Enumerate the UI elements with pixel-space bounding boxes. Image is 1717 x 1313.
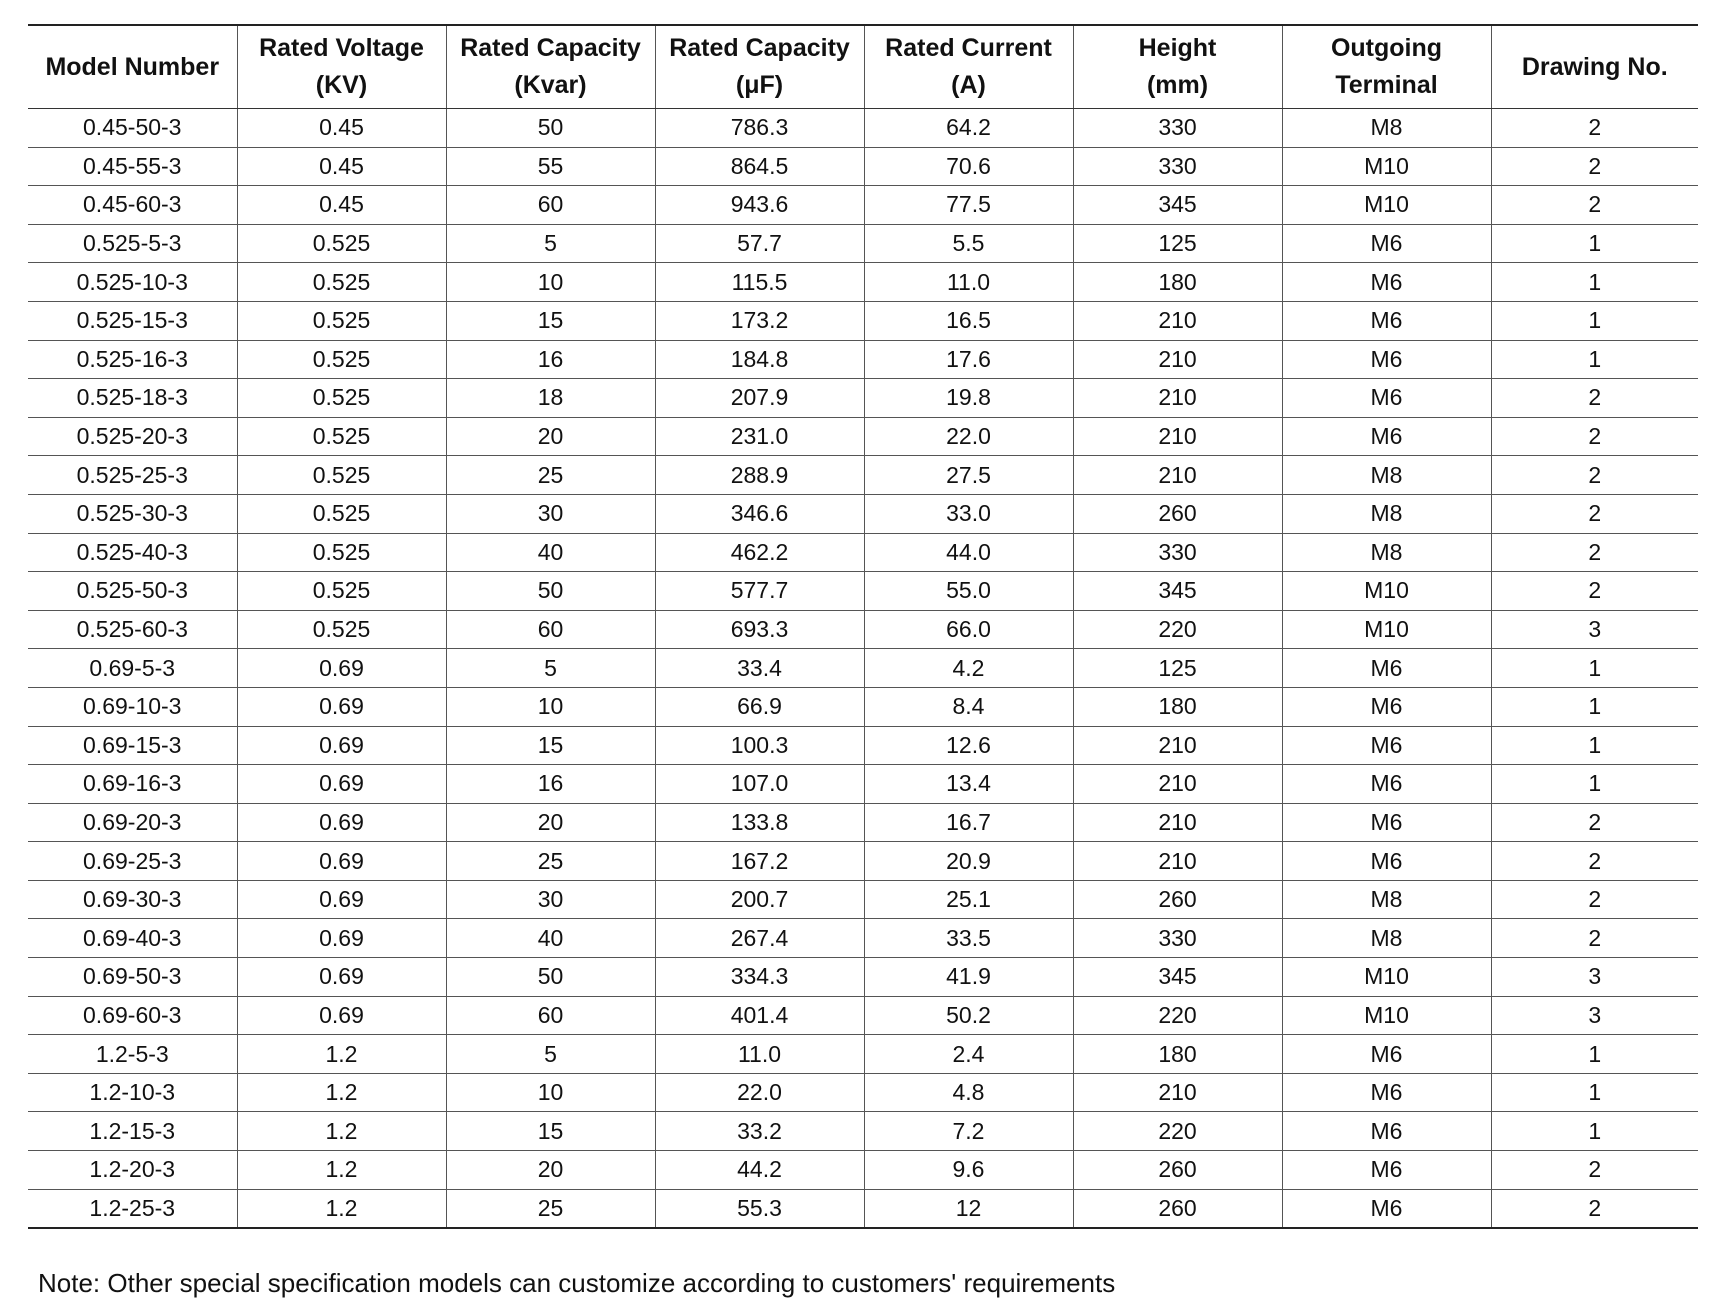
cell-rated-capacity-kvar: 30 (446, 880, 655, 919)
header-drawing-no: Drawing No. (1491, 25, 1698, 109)
cell-height: 260 (1073, 1151, 1282, 1190)
table-row (28, 1112, 1698, 1151)
header-model-number: Model Number (28, 25, 237, 109)
cell-model-number: 0.69-40-3 (28, 919, 237, 958)
cell-drawing-no: 2 (1491, 494, 1698, 533)
cell-rated-current: 50.2 (864, 996, 1073, 1035)
table-row (28, 301, 1698, 340)
cell-model-number: 0.525-20-3 (28, 417, 237, 456)
cell-rated-capacity-kvar: 10 (446, 687, 655, 726)
header-rated-capacity-kvar: Rated Capacity (Kvar) (446, 25, 655, 109)
cell-model-number: 0.45-60-3 (28, 186, 237, 225)
cell-rated-voltage: 1.2 (237, 1073, 446, 1112)
cell-rated-current: 25.1 (864, 880, 1073, 919)
header-outgoing-terminal: Outgoing Terminal (1282, 25, 1491, 109)
cell-rated-voltage: 0.525 (237, 494, 446, 533)
cell-model-number: 0.45-50-3 (28, 109, 237, 148)
cell-model-number: 0.525-40-3 (28, 533, 237, 572)
table-row (28, 186, 1698, 225)
table-row (28, 842, 1698, 881)
cell-rated-voltage: 0.525 (237, 572, 446, 611)
cell-rated-capacity-uf: 173.2 (655, 301, 864, 340)
cell-rated-voltage: 0.69 (237, 919, 446, 958)
cell-outgoing-terminal: M6 (1282, 301, 1491, 340)
cell-drawing-no: 2 (1491, 842, 1698, 881)
cell-rated-capacity-uf: 184.8 (655, 340, 864, 379)
cell-rated-capacity-kvar: 60 (446, 610, 655, 649)
cell-model-number: 0.69-60-3 (28, 996, 237, 1035)
cell-model-number: 0.525-50-3 (28, 572, 237, 611)
cell-rated-capacity-kvar: 20 (446, 803, 655, 842)
cell-height: 210 (1073, 417, 1282, 456)
cell-rated-voltage: 0.69 (237, 803, 446, 842)
table-row (28, 263, 1698, 302)
cell-height: 330 (1073, 147, 1282, 186)
cell-drawing-no: 1 (1491, 263, 1698, 302)
cell-model-number: 0.525-15-3 (28, 301, 237, 340)
cell-height: 180 (1073, 1035, 1282, 1074)
cell-drawing-no: 1 (1491, 765, 1698, 804)
table-row (28, 1151, 1698, 1190)
cell-rated-capacity-uf: 577.7 (655, 572, 864, 611)
cell-outgoing-terminal: M6 (1282, 649, 1491, 688)
cell-rated-capacity-kvar: 40 (446, 533, 655, 572)
cell-rated-current: 13.4 (864, 765, 1073, 804)
table-body (28, 109, 1698, 1229)
cell-drawing-no: 2 (1491, 456, 1698, 495)
cell-height: 345 (1073, 572, 1282, 611)
cell-rated-current: 64.2 (864, 109, 1073, 148)
cell-height: 260 (1073, 880, 1282, 919)
table-row (28, 533, 1698, 572)
cell-rated-voltage: 0.525 (237, 610, 446, 649)
header-rated-capacity-uf: Rated Capacity (μF) (655, 25, 864, 109)
cell-drawing-no: 2 (1491, 1189, 1698, 1228)
cell-height: 345 (1073, 958, 1282, 997)
cell-drawing-no: 2 (1491, 417, 1698, 456)
cell-rated-capacity-uf: 943.6 (655, 186, 864, 225)
cell-rated-voltage: 1.2 (237, 1112, 446, 1151)
cell-height: 210 (1073, 1073, 1282, 1112)
cell-height: 210 (1073, 379, 1282, 418)
cell-rated-current: 41.9 (864, 958, 1073, 997)
cell-rated-current: 20.9 (864, 842, 1073, 881)
cell-rated-capacity-uf: 200.7 (655, 880, 864, 919)
cell-outgoing-terminal: M8 (1282, 109, 1491, 148)
cell-outgoing-terminal: M6 (1282, 1151, 1491, 1190)
table-row (28, 919, 1698, 958)
cell-rated-capacity-uf: 22.0 (655, 1073, 864, 1112)
cell-height: 180 (1073, 687, 1282, 726)
cell-rated-capacity-kvar: 16 (446, 765, 655, 804)
cell-outgoing-terminal: M6 (1282, 726, 1491, 765)
cell-rated-capacity-uf: 33.4 (655, 649, 864, 688)
cell-height: 345 (1073, 186, 1282, 225)
cell-outgoing-terminal: M8 (1282, 533, 1491, 572)
cell-rated-current: 33.5 (864, 919, 1073, 958)
cell-rated-capacity-uf: 133.8 (655, 803, 864, 842)
cell-drawing-no: 2 (1491, 186, 1698, 225)
table-row (28, 765, 1698, 804)
cell-rated-capacity-uf: 100.3 (655, 726, 864, 765)
cell-drawing-no: 1 (1491, 340, 1698, 379)
cell-model-number: 0.45-55-3 (28, 147, 237, 186)
table-row (28, 687, 1698, 726)
cell-rated-voltage: 0.525 (237, 340, 446, 379)
cell-drawing-no: 2 (1491, 109, 1698, 148)
cell-outgoing-terminal: M6 (1282, 842, 1491, 881)
cell-outgoing-terminal: M10 (1282, 958, 1491, 997)
cell-rated-capacity-kvar: 18 (446, 379, 655, 418)
cell-height: 330 (1073, 109, 1282, 148)
cell-model-number: 1.2-10-3 (28, 1073, 237, 1112)
cell-rated-capacity-uf: 44.2 (655, 1151, 864, 1190)
cell-drawing-no: 1 (1491, 1112, 1698, 1151)
capacitor-spec-table (28, 24, 1698, 1229)
cell-outgoing-terminal: M10 (1282, 996, 1491, 1035)
cell-height: 210 (1073, 803, 1282, 842)
cell-rated-current: 22.0 (864, 417, 1073, 456)
table-row (28, 649, 1698, 688)
cell-outgoing-terminal: M8 (1282, 880, 1491, 919)
cell-drawing-no: 2 (1491, 919, 1698, 958)
cell-rated-current: 27.5 (864, 456, 1073, 495)
cell-rated-voltage: 0.525 (237, 263, 446, 302)
cell-rated-voltage: 0.525 (237, 301, 446, 340)
cell-height: 260 (1073, 1189, 1282, 1228)
cell-outgoing-terminal: M10 (1282, 186, 1491, 225)
cell-model-number: 0.69-5-3 (28, 649, 237, 688)
cell-rated-current: 66.0 (864, 610, 1073, 649)
table-row (28, 340, 1698, 379)
cell-rated-voltage: 0.45 (237, 147, 446, 186)
cell-drawing-no: 2 (1491, 379, 1698, 418)
cell-model-number: 0.69-15-3 (28, 726, 237, 765)
cell-model-number: 0.69-50-3 (28, 958, 237, 997)
cell-outgoing-terminal: M10 (1282, 610, 1491, 649)
cell-rated-current: 9.6 (864, 1151, 1073, 1190)
cell-rated-capacity-kvar: 50 (446, 572, 655, 611)
cell-rated-capacity-kvar: 15 (446, 1112, 655, 1151)
table-row (28, 880, 1698, 919)
cell-rated-capacity-kvar: 30 (446, 494, 655, 533)
table-row (28, 610, 1698, 649)
cell-outgoing-terminal: M6 (1282, 687, 1491, 726)
cell-rated-voltage: 0.69 (237, 649, 446, 688)
cell-rated-capacity-kvar: 20 (446, 417, 655, 456)
cell-rated-voltage: 0.69 (237, 765, 446, 804)
cell-outgoing-terminal: M6 (1282, 340, 1491, 379)
cell-rated-voltage: 1.2 (237, 1035, 446, 1074)
cell-height: 210 (1073, 340, 1282, 379)
cell-rated-capacity-uf: 346.6 (655, 494, 864, 533)
cell-rated-voltage: 0.45 (237, 109, 446, 148)
cell-rated-current: 19.8 (864, 379, 1073, 418)
cell-rated-voltage: 0.69 (237, 880, 446, 919)
cell-outgoing-terminal: M8 (1282, 456, 1491, 495)
cell-height: 330 (1073, 533, 1282, 572)
cell-rated-voltage: 0.69 (237, 687, 446, 726)
cell-rated-current: 8.4 (864, 687, 1073, 726)
cell-drawing-no: 1 (1491, 649, 1698, 688)
cell-rated-capacity-kvar: 15 (446, 301, 655, 340)
cell-model-number: 0.69-16-3 (28, 765, 237, 804)
header-rated-voltage: Rated Voltage (KV) (237, 25, 446, 109)
cell-outgoing-terminal: M6 (1282, 1035, 1491, 1074)
cell-outgoing-terminal: M8 (1282, 919, 1491, 958)
cell-outgoing-terminal: M6 (1282, 417, 1491, 456)
cell-drawing-no: 1 (1491, 301, 1698, 340)
cell-rated-current: 7.2 (864, 1112, 1073, 1151)
table-row (28, 109, 1698, 148)
cell-rated-capacity-uf: 115.5 (655, 263, 864, 302)
cell-model-number: 0.525-5-3 (28, 224, 237, 263)
table-row (28, 1189, 1698, 1228)
cell-drawing-no: 1 (1491, 224, 1698, 263)
cell-rated-current: 16.5 (864, 301, 1073, 340)
cell-rated-capacity-kvar: 50 (446, 109, 655, 148)
cell-rated-current: 70.6 (864, 147, 1073, 186)
table-row (28, 958, 1698, 997)
cell-height: 210 (1073, 726, 1282, 765)
cell-rated-capacity-uf: 167.2 (655, 842, 864, 881)
cell-model-number: 0.525-10-3 (28, 263, 237, 302)
cell-drawing-no: 2 (1491, 533, 1698, 572)
cell-rated-capacity-kvar: 25 (446, 456, 655, 495)
cell-drawing-no: 3 (1491, 958, 1698, 997)
cell-rated-current: 77.5 (864, 186, 1073, 225)
cell-rated-voltage: 0.525 (237, 456, 446, 495)
cell-outgoing-terminal: M10 (1282, 147, 1491, 186)
cell-rated-capacity-uf: 231.0 (655, 417, 864, 456)
cell-rated-voltage: 0.69 (237, 726, 446, 765)
cell-drawing-no: 2 (1491, 1151, 1698, 1190)
cell-rated-current: 55.0 (864, 572, 1073, 611)
cell-rated-voltage: 0.69 (237, 958, 446, 997)
cell-model-number: 1.2-20-3 (28, 1151, 237, 1190)
cell-rated-capacity-uf: 207.9 (655, 379, 864, 418)
table-row (28, 456, 1698, 495)
cell-drawing-no: 2 (1491, 147, 1698, 186)
cell-height: 125 (1073, 224, 1282, 263)
table-row (28, 1035, 1698, 1074)
cell-rated-current: 44.0 (864, 533, 1073, 572)
cell-rated-capacity-uf: 288.9 (655, 456, 864, 495)
cell-outgoing-terminal: M6 (1282, 1073, 1491, 1112)
cell-rated-capacity-uf: 55.3 (655, 1189, 864, 1228)
cell-model-number: 0.69-25-3 (28, 842, 237, 881)
cell-rated-capacity-uf: 334.3 (655, 958, 864, 997)
cell-model-number: 0.69-30-3 (28, 880, 237, 919)
cell-rated-current: 11.0 (864, 263, 1073, 302)
cell-rated-capacity-kvar: 60 (446, 186, 655, 225)
cell-rated-capacity-kvar: 60 (446, 996, 655, 1035)
cell-height: 220 (1073, 610, 1282, 649)
table-row (28, 494, 1698, 533)
cell-drawing-no: 2 (1491, 880, 1698, 919)
cell-rated-current: 17.6 (864, 340, 1073, 379)
cell-height: 220 (1073, 996, 1282, 1035)
cell-rated-voltage: 0.525 (237, 533, 446, 572)
cell-rated-capacity-kvar: 50 (446, 958, 655, 997)
cell-model-number: 0.69-20-3 (28, 803, 237, 842)
cell-rated-capacity-kvar: 10 (446, 263, 655, 302)
cell-drawing-no: 1 (1491, 1035, 1698, 1074)
cell-model-number: 1.2-25-3 (28, 1189, 237, 1228)
cell-drawing-no: 1 (1491, 687, 1698, 726)
header-height: Height (mm) (1073, 25, 1282, 109)
cell-rated-capacity-kvar: 16 (446, 340, 655, 379)
cell-rated-capacity-uf: 786.3 (655, 109, 864, 148)
cell-height: 125 (1073, 649, 1282, 688)
cell-rated-capacity-kvar: 25 (446, 1189, 655, 1228)
table-row (28, 726, 1698, 765)
cell-model-number: 1.2-5-3 (28, 1035, 237, 1074)
cell-height: 330 (1073, 919, 1282, 958)
cell-outgoing-terminal: M6 (1282, 1112, 1491, 1151)
cell-drawing-no: 1 (1491, 1073, 1698, 1112)
cell-rated-voltage: 0.69 (237, 996, 446, 1035)
cell-rated-voltage: 0.525 (237, 224, 446, 263)
cell-rated-current: 4.8 (864, 1073, 1073, 1112)
header-rated-current: Rated Current (A) (864, 25, 1073, 109)
cell-rated-capacity-uf: 401.4 (655, 996, 864, 1035)
cell-drawing-no: 1 (1491, 726, 1698, 765)
cell-rated-capacity-uf: 864.5 (655, 147, 864, 186)
cell-rated-voltage: 1.2 (237, 1189, 446, 1228)
cell-rated-current: 12.6 (864, 726, 1073, 765)
cell-outgoing-terminal: M10 (1282, 572, 1491, 611)
table-row (28, 417, 1698, 456)
cell-model-number: 1.2-15-3 (28, 1112, 237, 1151)
table-row (28, 996, 1698, 1035)
cell-drawing-no: 3 (1491, 996, 1698, 1035)
cell-rated-capacity-uf: 107.0 (655, 765, 864, 804)
cell-drawing-no: 2 (1491, 803, 1698, 842)
cell-height: 260 (1073, 494, 1282, 533)
cell-outgoing-terminal: M6 (1282, 263, 1491, 302)
table-row (28, 803, 1698, 842)
cell-rated-voltage: 0.69 (237, 842, 446, 881)
cell-rated-capacity-uf: 33.2 (655, 1112, 864, 1151)
cell-rated-current: 16.7 (864, 803, 1073, 842)
table-row (28, 379, 1698, 418)
cell-drawing-no: 3 (1491, 610, 1698, 649)
cell-model-number: 0.525-60-3 (28, 610, 237, 649)
cell-rated-voltage: 0.525 (237, 379, 446, 418)
cell-height: 220 (1073, 1112, 1282, 1151)
cell-outgoing-terminal: M6 (1282, 803, 1491, 842)
cell-rated-capacity-kvar: 5 (446, 1035, 655, 1074)
cell-height: 210 (1073, 301, 1282, 340)
cell-rated-voltage: 0.525 (237, 417, 446, 456)
cell-rated-voltage: 0.45 (237, 186, 446, 225)
cell-height: 210 (1073, 842, 1282, 881)
cell-rated-capacity-kvar: 20 (446, 1151, 655, 1190)
cell-model-number: 0.525-30-3 (28, 494, 237, 533)
table-row (28, 572, 1698, 611)
cell-drawing-no: 2 (1491, 572, 1698, 611)
cell-rated-capacity-uf: 693.3 (655, 610, 864, 649)
cell-height: 210 (1073, 456, 1282, 495)
cell-rated-capacity-kvar: 15 (446, 726, 655, 765)
cell-model-number: 0.525-25-3 (28, 456, 237, 495)
cell-outgoing-terminal: M8 (1282, 494, 1491, 533)
footnote: Note: Other special specification models can customize according to customers' requirements (38, 1268, 1116, 1298)
table-row (28, 147, 1698, 186)
cell-rated-capacity-uf: 267.4 (655, 919, 864, 958)
cell-outgoing-terminal: M6 (1282, 1189, 1491, 1228)
cell-rated-current: 5.5 (864, 224, 1073, 263)
table-row (28, 1073, 1698, 1112)
cell-rated-capacity-kvar: 40 (446, 919, 655, 958)
cell-rated-current: 33.0 (864, 494, 1073, 533)
cell-rated-capacity-uf: 57.7 (655, 224, 864, 263)
cell-rated-capacity-kvar: 10 (446, 1073, 655, 1112)
cell-rated-voltage: 1.2 (237, 1151, 446, 1190)
header-row (28, 25, 1698, 109)
cell-rated-capacity-uf: 66.9 (655, 687, 864, 726)
cell-outgoing-terminal: M6 (1282, 765, 1491, 804)
table-row (28, 224, 1698, 263)
cell-model-number: 0.69-10-3 (28, 687, 237, 726)
cell-outgoing-terminal: M6 (1282, 379, 1491, 418)
cell-rated-capacity-uf: 462.2 (655, 533, 864, 572)
cell-rated-capacity-kvar: 55 (446, 147, 655, 186)
cell-rated-capacity-kvar: 25 (446, 842, 655, 881)
cell-rated-current: 4.2 (864, 649, 1073, 688)
table-header (28, 25, 1698, 109)
cell-outgoing-terminal: M6 (1282, 224, 1491, 263)
cell-rated-capacity-kvar: 5 (446, 224, 655, 263)
cell-rated-capacity-uf: 11.0 (655, 1035, 864, 1074)
cell-rated-capacity-kvar: 5 (446, 649, 655, 688)
cell-rated-current: 12 (864, 1189, 1073, 1228)
cell-rated-current: 2.4 (864, 1035, 1073, 1074)
cell-model-number: 0.525-16-3 (28, 340, 237, 379)
cell-height: 210 (1073, 765, 1282, 804)
cell-height: 180 (1073, 263, 1282, 302)
cell-model-number: 0.525-18-3 (28, 379, 237, 418)
